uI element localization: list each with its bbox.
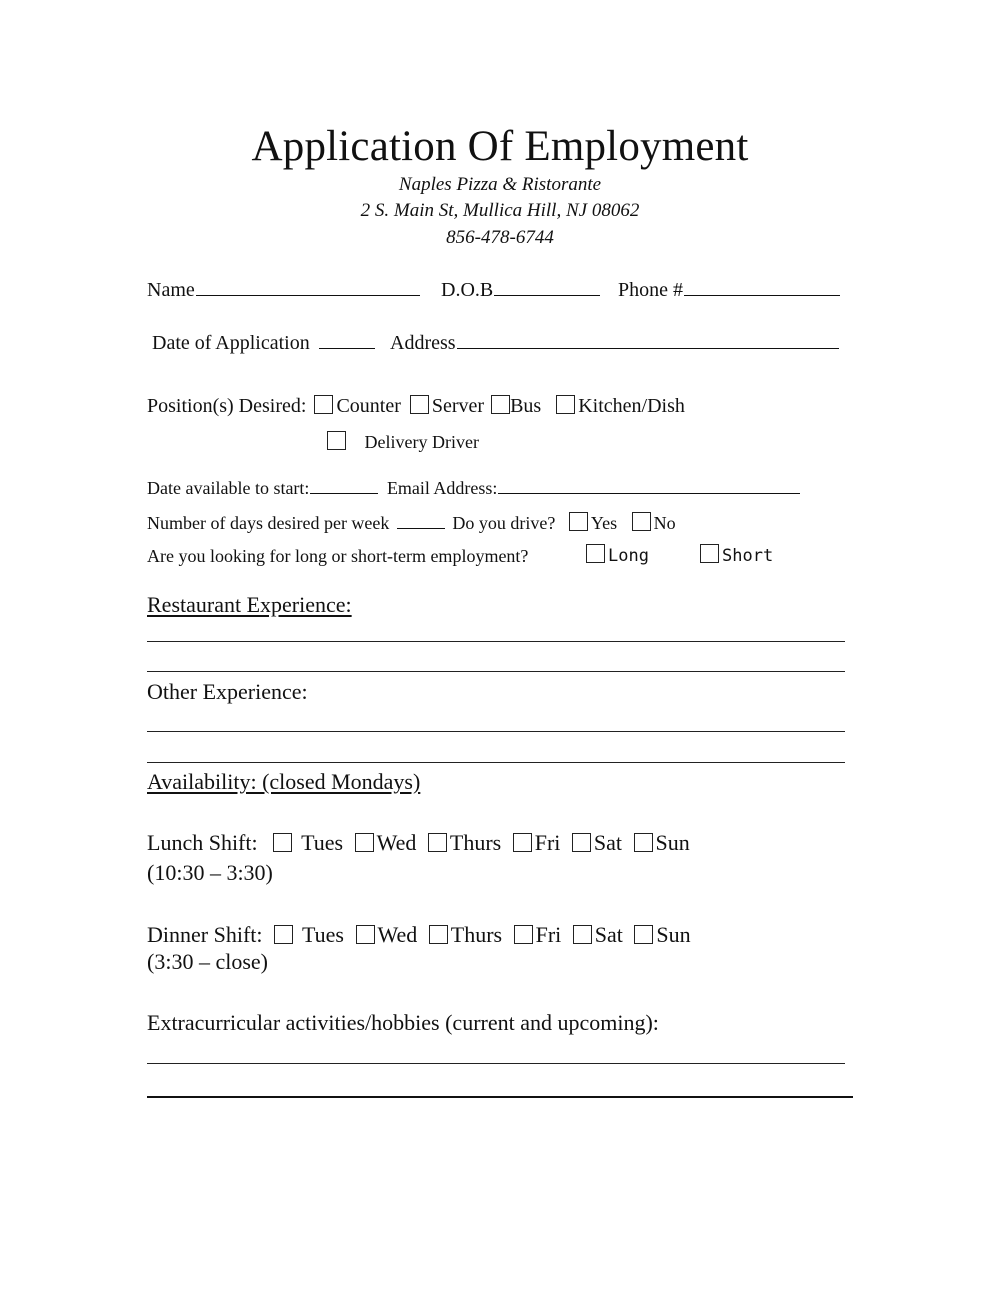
drive-no-checkbox[interactable] (632, 512, 651, 531)
email-field[interactable] (498, 492, 800, 494)
server-label: Server (431, 395, 485, 417)
dinner-tues-checkbox[interactable] (274, 925, 293, 944)
lunch-hours: (10:30 – 3:30) (147, 860, 273, 885)
dinner-sun-label: Sun (656, 922, 691, 947)
positions-label: Position(s) Desired: (147, 395, 307, 417)
date-available-row (147, 478, 800, 499)
page-title: Application Of Employment (251, 123, 749, 170)
dob-label: D.O.B (441, 279, 494, 301)
delivery-driver-checkbox[interactable] (327, 431, 346, 450)
lunch-shift-row (147, 830, 690, 856)
dinner-hours: (3:30 – close) (147, 949, 268, 974)
business-address: 2 S. Main St, Mullica Hill, NJ 08062 (360, 200, 640, 221)
term-question: Are you looking for long or short-term employment? (147, 546, 529, 566)
short-checkbox[interactable] (700, 544, 719, 563)
other-experience-line-1[interactable] (147, 731, 845, 732)
other-experience-heading: Other Experience: (147, 679, 308, 704)
days-per-week-label: Number of days desired per week (147, 513, 390, 533)
term-row (147, 546, 528, 567)
drive-no-label: No (653, 513, 676, 533)
dinner-sun-checkbox[interactable] (634, 925, 653, 944)
dinner-shift-row (147, 922, 691, 948)
dinner-shift-label: Dinner Shift: (147, 922, 263, 947)
lunch-sun-label: Sun (655, 830, 690, 855)
kitchen-dish-label: Kitchen/Dish (578, 395, 685, 417)
date-available-label: Date available to start: (147, 478, 310, 498)
name-row (147, 279, 420, 302)
positions-row (147, 395, 685, 418)
drive-question: Do you drive? (452, 513, 556, 533)
business-name: Naples Pizza & Ristorante (398, 174, 602, 195)
date-of-application-label: Date of Application (152, 332, 310, 354)
lunch-thurs-label: Thurs (449, 830, 502, 855)
drive-yes-checkbox[interactable] (569, 512, 588, 531)
dinner-tues-label: Tues (302, 922, 344, 947)
lunch-sun-checkbox[interactable] (634, 833, 653, 852)
address-row (390, 332, 839, 355)
days-per-week-field[interactable] (397, 527, 445, 529)
drive-yes-label: Yes (590, 513, 618, 533)
restaurant-experience-line-2[interactable] (147, 671, 845, 672)
server-checkbox[interactable] (410, 395, 429, 414)
name-field[interactable] (196, 294, 420, 296)
dinner-fri-label: Fri (535, 922, 562, 947)
dob-field[interactable] (494, 294, 600, 296)
counter-checkbox[interactable] (314, 395, 333, 414)
other-experience-line-2[interactable] (147, 762, 845, 763)
days-per-week-row (147, 512, 676, 534)
email-label: Email Address: (386, 478, 498, 498)
delivery-driver-row (327, 431, 479, 453)
dinner-thurs-checkbox[interactable] (429, 925, 448, 944)
lunch-sat-label: Sat (593, 830, 623, 855)
short-label: Short (722, 546, 774, 566)
lunch-wed-checkbox[interactable] (355, 833, 374, 852)
dinner-wed-checkbox[interactable] (356, 925, 375, 944)
dinner-sat-label: Sat (594, 922, 623, 947)
restaurant-experience-line-1[interactable] (147, 641, 845, 642)
dinner-wed-label: Wed (377, 922, 418, 947)
lunch-fri-checkbox[interactable] (513, 833, 532, 852)
dinner-sat-checkbox[interactable] (573, 925, 592, 944)
lunch-sat-checkbox[interactable] (572, 833, 591, 852)
lunch-fri-label: Fri (534, 830, 561, 855)
restaurant-experience-heading: Restaurant Experience: (147, 592, 352, 617)
short-option (700, 544, 773, 566)
phone-row (618, 279, 840, 302)
kitchen-dish-checkbox[interactable] (556, 395, 575, 414)
name-label: Name (147, 279, 195, 301)
long-checkbox[interactable] (586, 544, 605, 563)
availability-heading: Availability: (closed Mondays) (147, 769, 421, 794)
long-label: Long (608, 546, 649, 566)
lunch-wed-label: Wed (376, 830, 417, 855)
date-of-application-field[interactable] (319, 347, 375, 349)
lunch-tues-checkbox[interactable] (273, 833, 292, 852)
address-field[interactable] (457, 347, 839, 349)
bus-label: Bus (510, 395, 542, 417)
bus-checkbox[interactable] (491, 395, 510, 414)
long-option (586, 544, 649, 566)
dinner-thurs-label: Thurs (450, 922, 503, 947)
phone-label: Phone # (618, 279, 683, 301)
date-of-application-row (152, 332, 375, 355)
lunch-shift-label: Lunch Shift: (147, 830, 258, 855)
phone-field[interactable] (684, 294, 840, 296)
business-phone: 856-478-6744 (446, 227, 554, 248)
delivery-driver-label: Delivery Driver (364, 432, 479, 452)
date-available-field[interactable] (310, 492, 378, 494)
dinner-fri-checkbox[interactable] (514, 925, 533, 944)
address-label: Address (390, 332, 456, 354)
hobbies-line-1[interactable] (147, 1063, 845, 1064)
counter-label: Counter (336, 395, 401, 417)
lunch-tues-label: Tues (301, 830, 344, 855)
hobbies-heading: Extracurricular activities/hobbies (current and upcoming): (147, 1010, 659, 1035)
lunch-thurs-checkbox[interactable] (428, 833, 447, 852)
hobbies-line-2[interactable] (147, 1096, 853, 1098)
dob-row (441, 279, 600, 302)
